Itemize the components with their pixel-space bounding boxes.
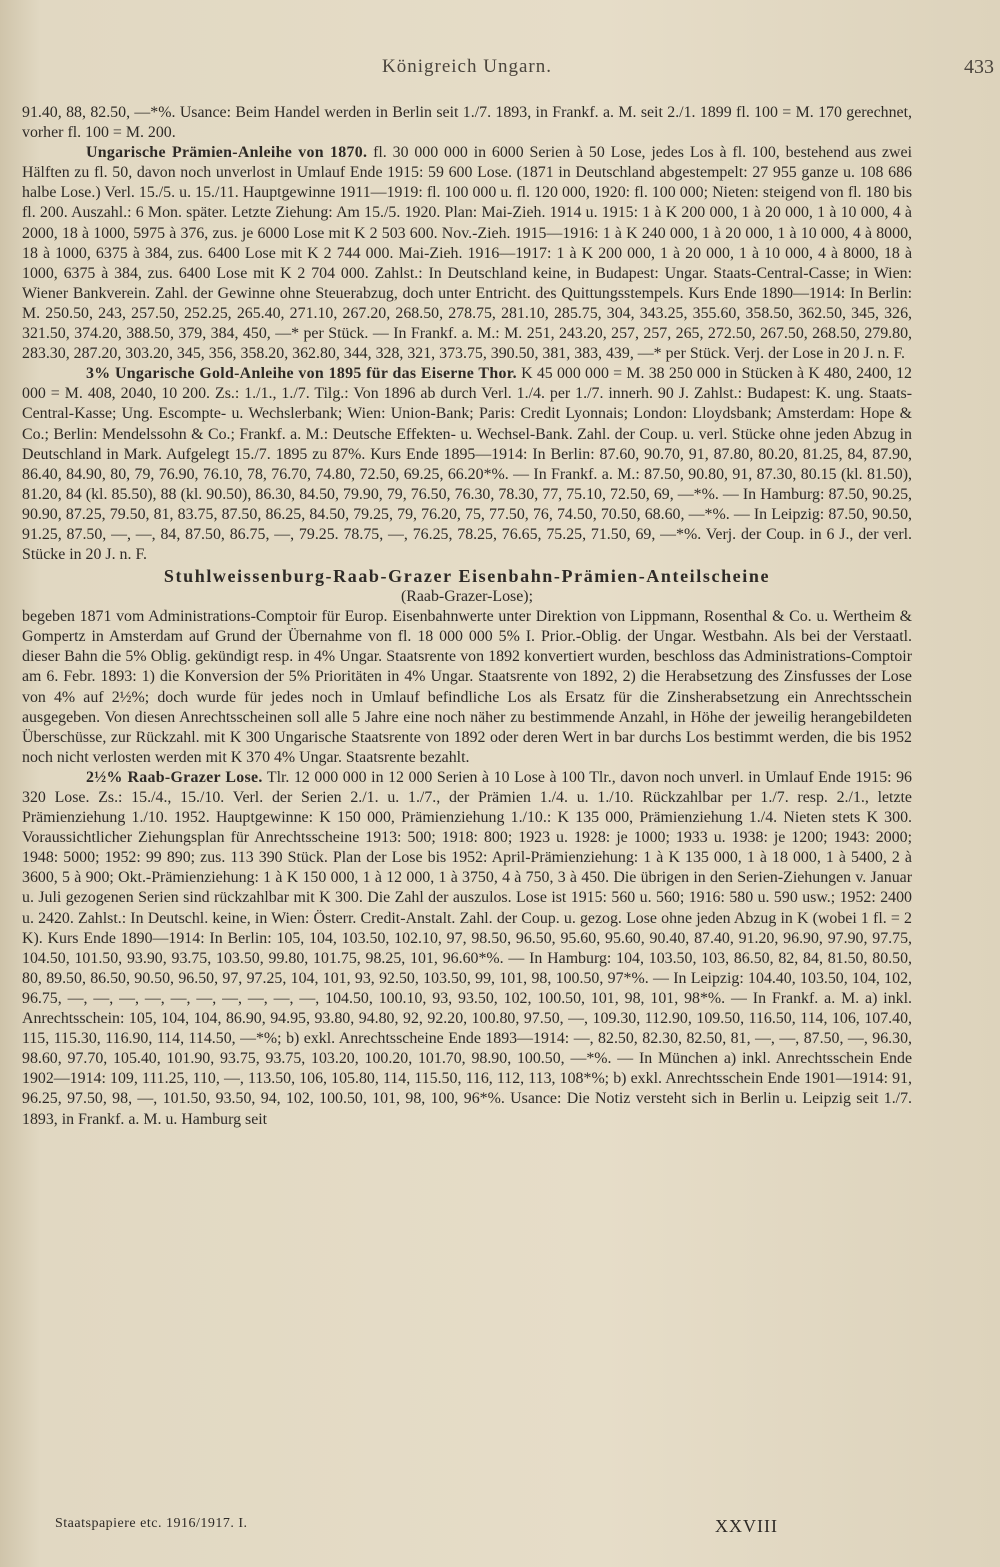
entry-text: fl. 30 000 000 in 6000 Serien à 50 Lose, jedes Los à fl. 100, bestehend aus zwei Hälften zu fl. 50, davon noch unverlost in Umlauf Ende 1915: 59 600 Lose. (1871 in Deutschland abgestempelt: 27 955 ganze u. 108 686 halbe Lose.) Verl. 15./5. u. 15./11. Hauptgewinne 1911—1919: fl. 100 000 u. fl. 120 000, 1920: fl. 100 000; Nieten: steigend von fl. 180 bis fl. 200. Auszahl.: 6 Mon. später. Letzte Ziehung: Am 15./5. 1920. Plan: Mai-Zieh. 1914 u. 1915: 1 à K 200 000, 1 à 20 000, 1 à 10 000, 4 à 2000, 18 à 1000, 5975 à 376, zus. je 6000 Lose mit K 2 503 600. Nov.-Zieh. 1915—1916: 1 à K 240 000, 1 à 20 000, 1 à 10 000, 4 à 8000, 18 à 1000, 6375 à 384, zus. 6400 Lose mit K 2 744 000. Mai-Zieh. 1916—1917: 1 à K 200 000, 1 à 20 000, 1 à 10 000, 4 à 8000, 18 à 1000, 6375 à 384, zus. 6400 Lose mit K 2 704 000. Zahlst.: In Deutschland keine, in Budapest: Ungar. Staats-Central-Casse; in Wien: Wiener Bankverein. Zahl. der Gewinne ohne Steuerabzug, doch unter Entricht. des Quittungsstempels. Kurs Ende 1890—1914: In Berlin: M. 250.50, 243, 257.50, 252.25, 265.40, 271.10, 267.20, 268.50, 278.75, 281.10, 285.75, 304, 343.25, 355.60, 358.50, 362.50, 345, 326, 321.50, 374.20, 388.50, 379, 384, 450, —* per Stück. — In Frankf. a. M.: M. 251, 243.20, 257, 257, 265, 272.50, 267.50, 268.50, 279.80, 283.30, 287.20, 303.20, 345, 356, 358.20, 362.80, 344, 328, 321, 373.75, 390.50, 381, 383, 439, —* per Stück. Verj. der Lose in 20 J. n. F. [22,144,912,363]
page-body [22,103,912,1130]
running-title: Königreich Ungarn. [382,56,552,77]
entry-heading: Ungarische Prämien-Anleihe von 1870. [86,144,368,162]
running-header [22,56,994,82]
paragraph-gold-anleihe-1895 [22,364,912,565]
page-number: 433 [964,56,994,78]
entry-heading: 3% Ungarische Gold-Anleihe von 1895 für das Eiserne Thor. [86,365,517,383]
paragraph-raab-grazer-intro: begeben 1871 vom Administrations-Comptoir für Europ. Eisenbahnwerte unter Direktion von Lippmann, Rosenthal & Co. u. Wertheim & Gompertz in Amsterdam auf Grund der Übernahme von fl. 18 000 000 5% I. Prior.-Oblig. der Ungar. Westbahn. Als bei der Verstaatl. dieser Bahn die 5% Oblig. gekündigt resp. in 4% Ungar. Staatsrente von 1892 konvertiert wurden, beschloss das Administrations-Comptoir am 6. Febr. 1893: 1) die Konversion der 5% Prioritäten in 4% Ungar. Staatsrente von 1892, 2) die Herabsetzung des Zinsfusses der Lose von 4% auf 2½%; doch wurde für jedes noch in Umlauf befindliche Los als Ersatz für die Zinsherabsetzung ein Anrechtsschein ausgegeben. Von diesen Anrechtsscheinen soll alle 5 Jahre eine noch näher zu bestimmende Anzahl, in Höhe der jeweilig herangebildeten Überschüsse, zur Rückzahl. mit K 300 Ungarische Staatsrente von 1892 oder deren Wert in bar durchs Los bestimmt werden, die bis 1952 noch nicht verlosten werden mit K 370 4% Ungar. Staatsrente bezahlt. [22,608,912,766]
paragraph-usance: 91.40, 88, 82.50, —*%. Usance: Beim Handel werden in Berlin seit 1./7. 1893, in Frankf. a. M. seit 2./1. 1899 fl. 100 = M. 170 gerechnet, vorher fl. 100 = M. 200. [22,104,912,142]
paragraph-raab-grazer-lose [22,768,912,1130]
section-subtitle: (Raab-Grazer-Lose); [400,588,534,606]
paragraph-praemien-anleihe-1870 [22,143,912,364]
section-title: Stuhlweissenburg-Raab-Grazer Eisenbahn-Prämien-Anteilscheine [163,566,771,587]
entry-text: K 45 000 000 = M. 38 250 000 in Stücken à K 480, 2400, 12 000 = M. 408, 2040, 10 200. Zs.: 1./1., 1./7. Tilg.: Von 1896 ab durch Verl. 1./4. per 1./7. innerh. 90 J. Zahlst.: Budapest: K. ung. Staats-Central-Kasse; Ung. Escompte- u. Wechslerbank; Wien: Union-Bank; Paris: Credit Lyonnais; London: Lloydsbank; Amsterdam: Hope & Co.; Berlin: Mendelssohn & Co.; Frankf. a. M.: Deutsche Effekten- u. Wechsel-Bank. Zahl. der Coup. u. verl. Stücke ohne jeden Abzug in Deutschland in Mark. Aufgelegt 15./7. 1895 zu 87%. Kurs Ende 1895—1914: In Berlin: 87.60, 90.70, 91, 87.80, 80.20, 81.25, 84, 87.90, 86.40, 84.90, 80, 79, 76.90, 76.10, 78, 76.70, 74.80, 72.50, 69.25, 66.20*%. — In Frankf. a. M.: 87.50, 90.80, 91, 87.30, 80.15 (kl. 81.50), 81.20, 84 (kl. 85.50), 88 (kl. 90.50), 86.30, 84.50, 79.90, 79, 76.50, 76.30, 78.30, 77, 75.10, 72.50, 69, —*%. — In Hamburg: 87.50, 90.25, 90.90, 87.25, 79.50, 81, 83.75, 87.50, 86.25, 84.50, 79.25, 79, 76.20, 75, 77.50, 76, 74.50, 70.50, 68.60, —*%. — In Leipzig: 87.50, 90.50, 91.25, 87.50, —, —, 84, 87.50, 86.75, —, 79.25. 78.75, —, 76.25, 78.25, 76.65, 75.25, 71.50, 69, —*%. Verj. der Coup. in 6 J., der verl. Stücke in 20 J. n. F. [22,365,913,564]
entry-heading: 2½% Raab-Grazer Lose. [86,768,263,786]
page-footer [55,1516,915,1540]
footer-sheet-number: XXVIII [715,1516,778,1536]
entry-text: Tlr. 12 000 000 in 12 000 Serien à 10 Lose à 100 Tlr., davon noch unverl. in Umlauf Ende 1915: 96 320 Lose. Zs.: 15./4., 15./10. Verl. der Serien 2./1. u. 1./7., der Prämien 1./4. u. 1./10. Rückzahlbar per 1./7. resp. 2./1., letzte Prämienziehung 1./10. 1952. Hauptgewinne: K 150 000, Prämienziehung 1./10.: K 135 000, Prämienziehung 1./4. Nieten stets K 300. Voraussichtlicher Ziehungsplan für Anrechtsscheine 1913: 500; 1918: 800; 1923 u. 1928: je 1000; 1933 u. 1938: je 1200; 1943: 2000; 1948: 5000; 1952: 99 890; zus. 113 390 Stück. Plan der Lose bis 1952: April-Prämienziehung: 1 à K 135 000, 1 à 18 000, 1 à 5400, 2 à 3600, 5 à 900; Okt.-Prämienziehung: 1 à K 150 000, 1 à 12 000, 1 à 3750, 4 à 750, 3 à 450. Die übrigen in den Serien-Ziehungen v. Januar u. Juli gezogenen Serien sind rückzahlbar mit K 300. Die Zahl der auszulos. Lose ist 1915: 560 u. 560; 1916: 580 u. 590 usw.; 1952: 2400 u. 2420. Zahlst.: In Deutschl. keine, in Wien: Österr. Credit-Anstalt. Zahl. der Coup. u. gezog. Lose ohne jeden Abzug in K (wobei 1 fl. = 2 K). Kurs Ende 1890—1914: In Berlin: 105, 104, 103.50, 102.10, 97, 98.50, 96.50, 95.60, 95.60, 90.40, 87.40, 91.20, 96.90, 97.90, 97.75, 104.50, 101.50, 93.90, 93.75, 103.50, 99.80, 101.75, 98.25, 101, 96.60*%. — In Hamburg: 104, 103.50, 103, 86.50, 82, 84, 81.50, 80.50, 80, 89.50, 86.50, 90.50, 96.50, 97, 97.25, 104, 101, 93, 92.50, 103.50, 99, 101, 98, 100.50, 97*%. — In Leipzig: 104.40, 103.50, 104, 102, 96.75, —, —, —, —, —, —, —, —, —, —, 104.50, 100.10, 93, 93.50, 102, 100.50, 101, 98, 101, 98*%. — In Frankf. a. M. a) inkl. Anrechtsschein: 105, 104, 104, 86.90, 94.95, 93.80, 94.80, 92, 92.20, 100.80, 97.50, —, 109.30, 112.90, 109.50, 116.50, 114, 106, 107.40, 115, 115.30, 116.90, 114, 114.50, —*%; b) exkl. Anrechtsscheine Ende 1893—1914: —, 82.50, 82.30, 82.50, 81, —, —, 87.50, —, 96.30, 98.60, 97.70, 105.40, 101.90, 93.75, 93.75, 103.20, 100.20, 101.70, 98.90, 100.50, —*%. — In München a) inkl. Anrechtsschein Ende 1902—1914: 109, 111.25, 110, —, 113.50, 106, 105.80, 114, 115.50, 116, 112, 113, 108*%; b) exkl. Anrechtsschein Ende 1901—1914: 91, 96.25, 97.50, 98, —, 101.50, 93.50, 94, 102, 100.50, 101, 98, 100, 96*%. Usance: Die Notiz versteht sich in Berlin u. Leipzig seit 1./7. 1893, in Frankf. a. M. u. Hamburg seit [22,768,912,1128]
footer-signature: Staatspapiere etc. 1916/1917. I. [55,1516,248,1531]
